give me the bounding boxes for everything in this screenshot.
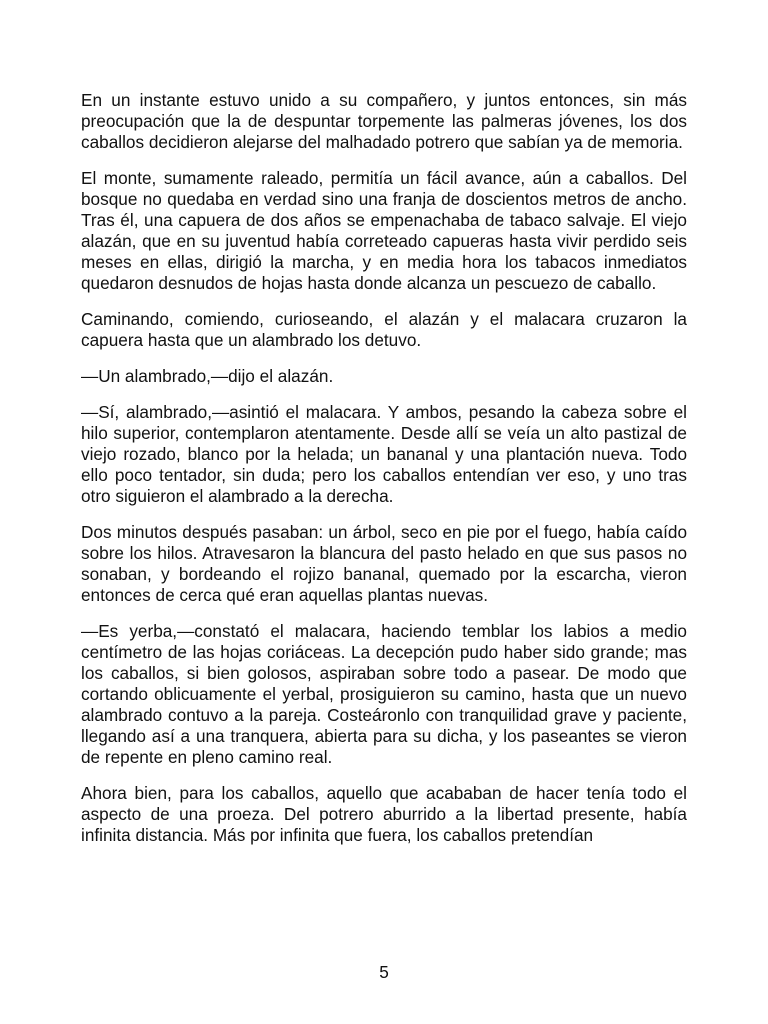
paragraph: Ahora bien, para los caballos, aquello que acababan de hacer tenía todo el aspecto de una proeza. Del potrero aburrido a la libertad presente, había infinita distancia. Más por infinita que fuera, los caballos pretendían — [81, 783, 687, 845]
body-text — [81, 90, 687, 861]
paragraph: En un instante estuvo unido a su compañero, y juntos entonces, sin más preocupación que la de despuntar torpemente las palmeras jóvenes, los dos caballos decidieron alejarse del malhadado potrero que sabían ya de memoria. — [81, 90, 687, 152]
paragraph: —Es yerba,—constató el malacara, haciendo temblar los labios a medio centímetro de las hojas coriáceas. La decepción pudo haber sido grande; mas los caballos, si bien golosos, aspiraban sobre todo a pasear. De modo que cortando oblicuamente el yerbal, prosiguieron su camino, hasta que un nuevo alambrado contuvo a la pareja. Costeáronlo con tranquilidad grave y paciente, llegando así a una tranquera, abierta para su dicha, y los paseantes se vieron de repente en pleno camino real. — [81, 621, 687, 767]
paragraph: El monte, sumamente raleado, permitía un fácil avance, aún a caballos. Del bosque no quedaba en verdad sino una franja de doscientos metros de ancho. Tras él, una capuera de dos años se empenachaba de tabaco salvaje. El viejo alazán, que en su juventud había correteado capueras hasta vivir perdido seis meses en ellas, dirigió la marcha, y en media hora los tabacos inmediatos quedaron desnudos de hojas hasta donde alcanza un pescuezo de caballo. — [81, 168, 687, 293]
paragraph: Caminando, comiendo, curioseando, el alazán y el malacara cruzaron la capuera hasta que un alambrado los detuvo. — [81, 309, 687, 350]
paragraph: —Un alambrado,—dijo el alazán. — [81, 366, 334, 386]
paragraph: Dos minutos después pasaban: un árbol, seco en pie por el fuego, había caído sobre los hilos. Atravesaron la blancura del pasto helado en que sus pasos no sonaban, y bordeando el rojizo bananal, quemado por la escarcha, vieron entonces de cerca qué eran aquellas plantas nuevas. — [81, 522, 687, 605]
paragraph: —Sí, alambrado,—asintió el malacara. Y ambos, pesando la cabeza sobre el hilo superior, contemplaron atentamente. Desde allí se veía un alto pastizal de viejo rozado, blanco por la helada; un bananal y una plantación nueva. Todo ello poco tentador, sin duda; pero los caballos entendían ver eso, y uno tras otro siguieron el alambrado a la derecha. — [81, 402, 687, 506]
page-number: 5 — [379, 962, 389, 982]
